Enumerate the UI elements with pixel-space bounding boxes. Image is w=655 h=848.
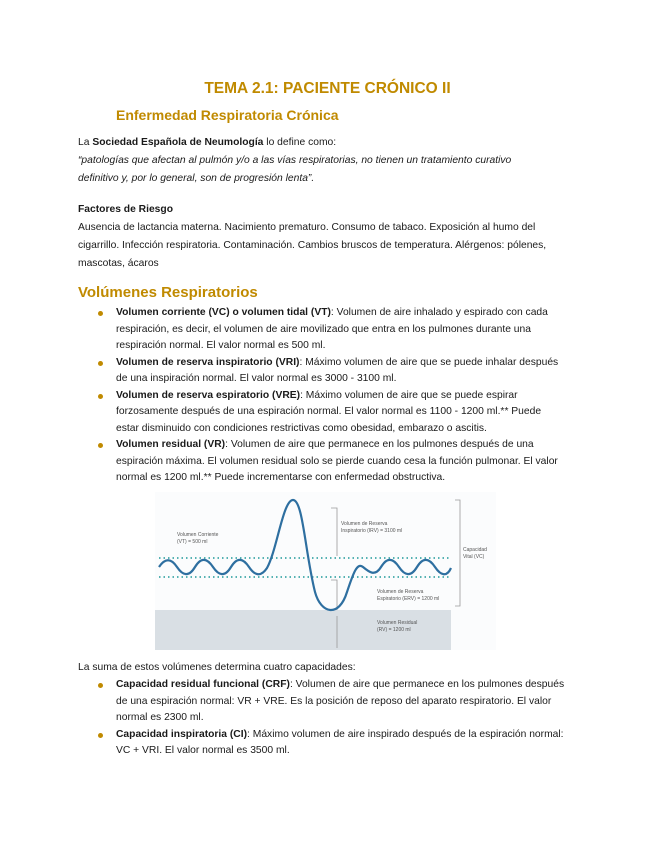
volumes-list <box>116 305 580 487</box>
list-item <box>116 677 580 727</box>
risk-line-1: Ausencia de lactancia materna. Nacimiento prematuro. Consumo de tabaco. Exposición al humo del <box>78 222 536 233</box>
label-cap-2: Vital (VC) <box>463 554 485 560</box>
risk-line-3: mascotas, ácaros <box>78 258 159 269</box>
label-vre-1: Volumen de Reserva <box>377 589 424 595</box>
bullet-icon <box>98 683 103 688</box>
org-name: Sociedad Española de Neumología <box>92 137 264 148</box>
list-item <box>116 437 580 487</box>
item-term: Volumen corriente (VC) o volumen tidal (VT) <box>116 307 331 318</box>
risk-line-2: cigarrillo. Infección respiratoria. Contaminación. Cambios bruscos de temperatura. Alérgenos: pólenes, <box>78 240 547 251</box>
item-text: forzosamente después de una espiración normal. El valor normal es 1100 - 1200 ml.** Puede <box>116 406 542 417</box>
item-text: normal es 2300 ml. <box>116 712 204 723</box>
label-vre-2: Espiratorio (ERV) = 1200 ml <box>377 596 440 602</box>
label-vc-2: (VT) = 500 ml <box>177 539 208 545</box>
definition-prefix: La <box>78 137 93 148</box>
item-term: Volumen de reserva inspiratorio (VRI) <box>116 356 300 368</box>
item-term: Capacidad inspiratoria (CI) <box>116 728 248 740</box>
item-text: : Volumen de aire inhalado y espirado con cada <box>330 307 548 318</box>
risk-factors <box>78 201 546 273</box>
label-vc-1: Volumen Corriente <box>177 532 219 538</box>
definition-paragraph <box>78 134 511 188</box>
item-text: : Máximo volumen de aire que se puede espirar <box>300 389 518 401</box>
bullet-icon <box>98 311 103 316</box>
item-text: respiración normal. El valor normal es 500 ml. <box>116 340 326 351</box>
item-text: : Volumen de aire que permanece en los pulmones después de una <box>225 439 534 450</box>
item-term: Volumen residual (VR) <box>116 439 226 450</box>
label-vr-1: Volumen Residual <box>377 620 418 626</box>
bullet-icon <box>98 361 103 366</box>
list-item <box>116 305 580 355</box>
list-item <box>116 355 580 388</box>
definition-quote-1: “patologías que afectan al pulmón y/o a las vías respiratorias, no tienen un tratamiento curativo <box>78 155 512 166</box>
page-subtitle: Enfermedad Respiratoria Crónica <box>116 107 339 123</box>
item-text: estar disminuido con condiciones restrictivas como obesidad, embarazo o ascitis. <box>116 422 487 434</box>
bullet-icon <box>98 733 103 738</box>
item-text: VC + VRI. El valor normal es 3500 ml. <box>116 745 290 756</box>
item-text: respiración, es decir, el volumen de aire movilizado que entra en los pulmones durante una <box>116 323 531 335</box>
risk-heading: Factores de Riesgo <box>78 204 173 215</box>
capacities-intro: La suma de estos volúmenes determina cuatro capacidades: <box>78 662 356 673</box>
capacities-list <box>116 677 580 760</box>
volumes-heading: Volúmenes Respiratorios <box>78 284 258 301</box>
item-text: de una inspiración normal. El valor normal es 3000 - 3100 ml. <box>116 373 397 384</box>
lung-volumes-diagram <box>155 492 496 650</box>
item-text: : Máximo volumen de aire que se puede inhalar después <box>299 356 559 368</box>
item-text: : Máximo volumen de aire inspirado después de la espiración normal: <box>247 728 564 740</box>
item-text: normal es 1200 ml.** Puede incrementarse con enfermedad obstructiva. <box>116 472 446 483</box>
label-cap-1: Capacidad <box>463 547 487 553</box>
item-text: de una espiración normal: VR + VRE. Es la posición de reposo del aparato respiratorio. El valor <box>116 695 552 707</box>
list-item <box>116 727 580 760</box>
definition-suffix: lo define como: <box>263 137 337 148</box>
label-vr-2: (RV) = 1200 ml <box>377 627 411 633</box>
page-title: TEMA 2.1: PACIENTE CRÓNICO II <box>204 80 451 97</box>
item-term: Volumen de reserva espiratorio (VRE) <box>116 389 301 401</box>
item-text: : Volumen de aire que permanece en los pulmones después <box>289 679 565 690</box>
list-item <box>116 388 580 438</box>
bullet-icon <box>98 443 103 448</box>
label-vri-1: Volumen de Reserva <box>341 521 388 527</box>
definition-quote-2: definitivo y, por lo general, son de progresión lenta”. <box>78 173 315 184</box>
item-term: Capacidad residual funcional (CRF) <box>116 679 290 690</box>
item-text: espiración máxima. El volumen residual solo se pierde cuando cesa la función pulmonar. El valor <box>116 455 558 467</box>
bullet-icon <box>98 394 103 399</box>
label-vri-2: Inspiratorio (IRV) = 3100 ml <box>341 528 403 534</box>
